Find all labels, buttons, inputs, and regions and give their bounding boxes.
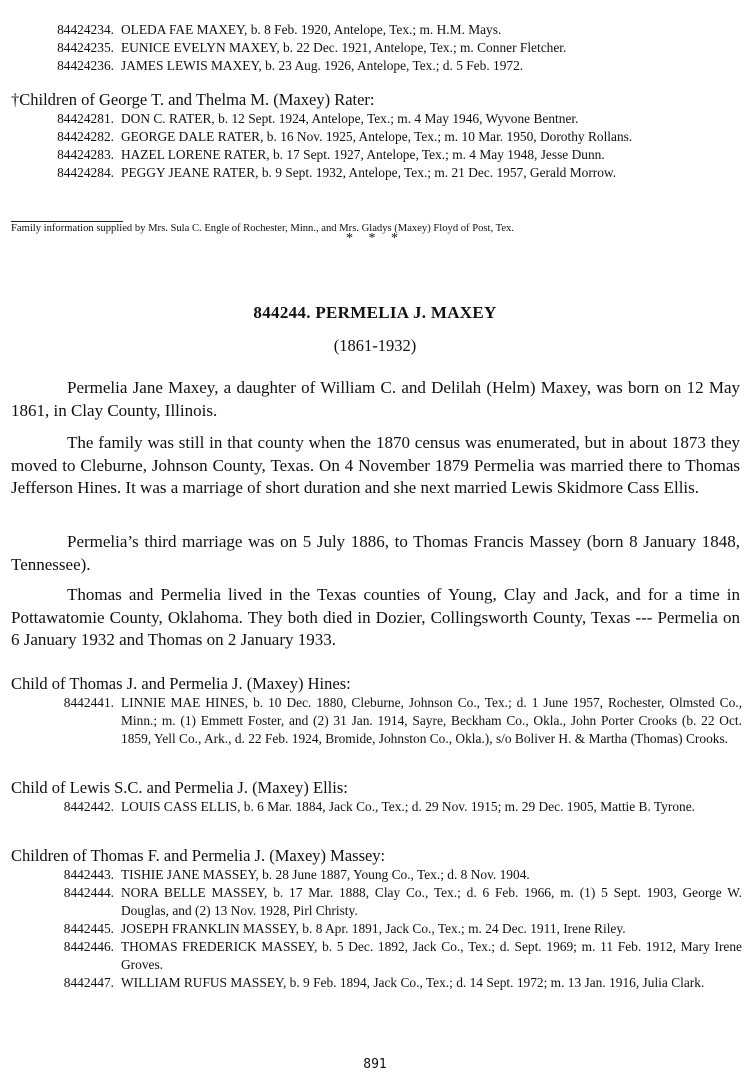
entry-text: JAMES LEWIS MAXEY, b. 23 Aug. 1926, Antelope, Tex.; d. 5 Feb. 1972. xyxy=(121,58,524,73)
list-item xyxy=(0,974,750,992)
list-item xyxy=(0,798,750,816)
entry-text: LOUIS CASS ELLIS, b. 6 Mar. 1884, Jack Co., Tex.; d. 29 Nov. 1915; m. 29 Dec. 1905, Mattie B. Tyrone. xyxy=(121,799,696,814)
list-item xyxy=(0,866,750,884)
top-entry-list xyxy=(0,21,750,75)
entry-number: 8442447. xyxy=(63,975,114,990)
list-item xyxy=(0,938,750,974)
list-item xyxy=(0,694,750,748)
entry-text: THOMAS FREDERICK MASSEY, b. 5 Dec. 1892, Jack Co., Tex.; d. Sept. 1969; m. 11 Feb. 1912, Mary Irene Groves. xyxy=(121,939,742,972)
entry-number: 8442446. xyxy=(63,939,114,954)
entry-text: OLEDA FAE MAXEY, b. 8 Feb. 1920, Antelope, Tex.; m. H.M. Mays. xyxy=(121,22,502,37)
entry-number: 84424234. xyxy=(57,22,114,37)
list-item xyxy=(0,21,750,39)
entry-number: 84424236. xyxy=(57,58,114,73)
massey-children-heading: Children of Thomas F. and Permelia J. (Maxey) Massey: xyxy=(11,846,386,865)
section-separator: * * * xyxy=(346,231,404,246)
list-item xyxy=(0,146,750,164)
entry-number: 84424284. xyxy=(57,165,114,180)
hines-child-heading: Child of Thomas J. and Permelia J. (Maxey) Hines: xyxy=(11,674,351,693)
ellis-child-heading: Child of Lewis S.C. and Permelia J. (Maxey) Ellis: xyxy=(11,778,348,797)
hines-entry-list xyxy=(0,694,750,748)
page-number: 891 xyxy=(363,1057,387,1072)
rater-entry-list xyxy=(0,110,750,182)
footnote: Family information supplied by Mrs. Sula C. Engle of Rochester, Minn., and Mrs. Gladys (Maxey) Floyd of Post, Tex. xyxy=(11,223,514,234)
entry-number: 84424235. xyxy=(57,40,114,55)
entry-text: JOSEPH FRANKLIN MASSEY, b. 8 Apr. 1891, Jack Co., Tex.; m. 24 Dec. 1911, Irene Riley. xyxy=(121,921,626,936)
section-title: 844244. PERMELIA J. MAXEY xyxy=(253,303,497,322)
entry-text: NORA BELLE MASSEY, b. 17 Mar. 1888, Clay Co., Tex.; d. 6 Feb. 1966, m. (1) 5 Sept. 1903, George W. Douglas, and (2) 13 Nov. 1928, Pirl Christy. xyxy=(121,885,742,918)
list-item xyxy=(0,884,750,920)
body-paragraph: Permelia’s third marriage was on 5 July 1886, to Thomas Francis Massey (born 8 January 1848, Tennessee). xyxy=(11,532,740,574)
body-paragraph: The family was still in that county when the 1870 census was enumerated, but in about 1873 they moved to Cleburne, Johnson County, Texas. On 4 November 1879 Permelia was married there to Thomas Jefferson Hines. It was a marriage of short duration and she next married Lewis Skidmore Cass Ellis. xyxy=(11,433,740,497)
list-item xyxy=(0,39,750,57)
list-item xyxy=(0,57,750,75)
entry-number: 84424283. xyxy=(57,147,114,162)
entry-text: LINNIE MAE HINES, b. 10 Dec. 1880, Cleburne, Johnson Co., Tex.; d. 1 June 1957, Rochester, Olmsted Co., Minn.; m. (1) Emmett Foster, and (2) 31 Jan. 1914, Sayre, Beckham Co., Okla., John Porter Crooks (b. 22 Oct. 1859, Yell Co., Ark., d. 22 Feb. 1924, Bromide, Johnston Co., Okla.), s/o Boliver H. & Martha (Thomas) Crooks. xyxy=(121,695,742,746)
entry-text: WILLIAM RUFUS MASSEY, b. 9 Feb. 1894, Jack Co., Tex.; d. 14 Sept. 1972; m. 13 Jan. 1916, Julia Clark. xyxy=(121,975,705,990)
entry-number: 8442443. xyxy=(63,867,114,882)
list-item xyxy=(0,128,750,146)
life-dates: (1861-1932) xyxy=(333,336,417,355)
entry-text: DON C. RATER, b. 12 Sept. 1924, Antelope, Tex.; m. 4 May 1946, Wyvone Bentner. xyxy=(121,111,579,126)
entry-text: PEGGY JEANE RATER, b. 9 Sept. 1932, Antelope, Tex.; m. 21 Dec. 1957, Gerald Morrow. xyxy=(121,165,617,180)
body-paragraph: Permelia Jane Maxey, a daughter of William C. and Delilah (Helm) Maxey, was born on 12 May 1861, in Clay County, Illinois. xyxy=(11,378,740,420)
entry-number: 8442445. xyxy=(63,921,114,936)
list-item xyxy=(0,110,750,128)
entry-text: TISHIE JANE MASSEY, b. 28 June 1887, Young Co., Tex.; d. 8 Nov. 1904. xyxy=(121,867,530,882)
rater-children-heading: †Children of George T. and Thelma M. (Maxey) Rater: xyxy=(11,90,375,109)
entry-number: 8442444. xyxy=(63,885,114,900)
entry-number: 84424282. xyxy=(57,129,114,144)
list-item xyxy=(0,920,750,938)
entry-text: EUNICE EVELYN MAXEY, b. 22 Dec. 1921, Antelope, Tex.; m. Conner Fletcher. xyxy=(121,40,567,55)
entry-number: 8442442. xyxy=(63,799,114,814)
entry-text: HAZEL LORENE RATER, b. 17 Sept. 1927, Antelope, Tex.; m. 4 May 1948, Jesse Dunn. xyxy=(121,147,605,162)
body-paragraph: Thomas and Permelia lived in the Texas counties of Young, Clay and Jack, and for a time in Pottawatomie County, Oklahoma. They both died in Dozier, Collingsworth County, Texas --- Permelia on 6 January 1932 and Thomas on 2 January 1933. xyxy=(11,585,740,649)
massey-entry-list xyxy=(0,866,750,992)
entry-text: GEORGE DALE RATER, b. 16 Nov. 1925, Antelope, Tex.; m. 10 Mar. 1950, Dorothy Rollans. xyxy=(121,129,633,144)
entry-number: 84424281. xyxy=(57,111,114,126)
list-item xyxy=(0,164,750,182)
ellis-entry-list xyxy=(0,798,750,816)
entry-number: 8442441. xyxy=(63,695,114,710)
